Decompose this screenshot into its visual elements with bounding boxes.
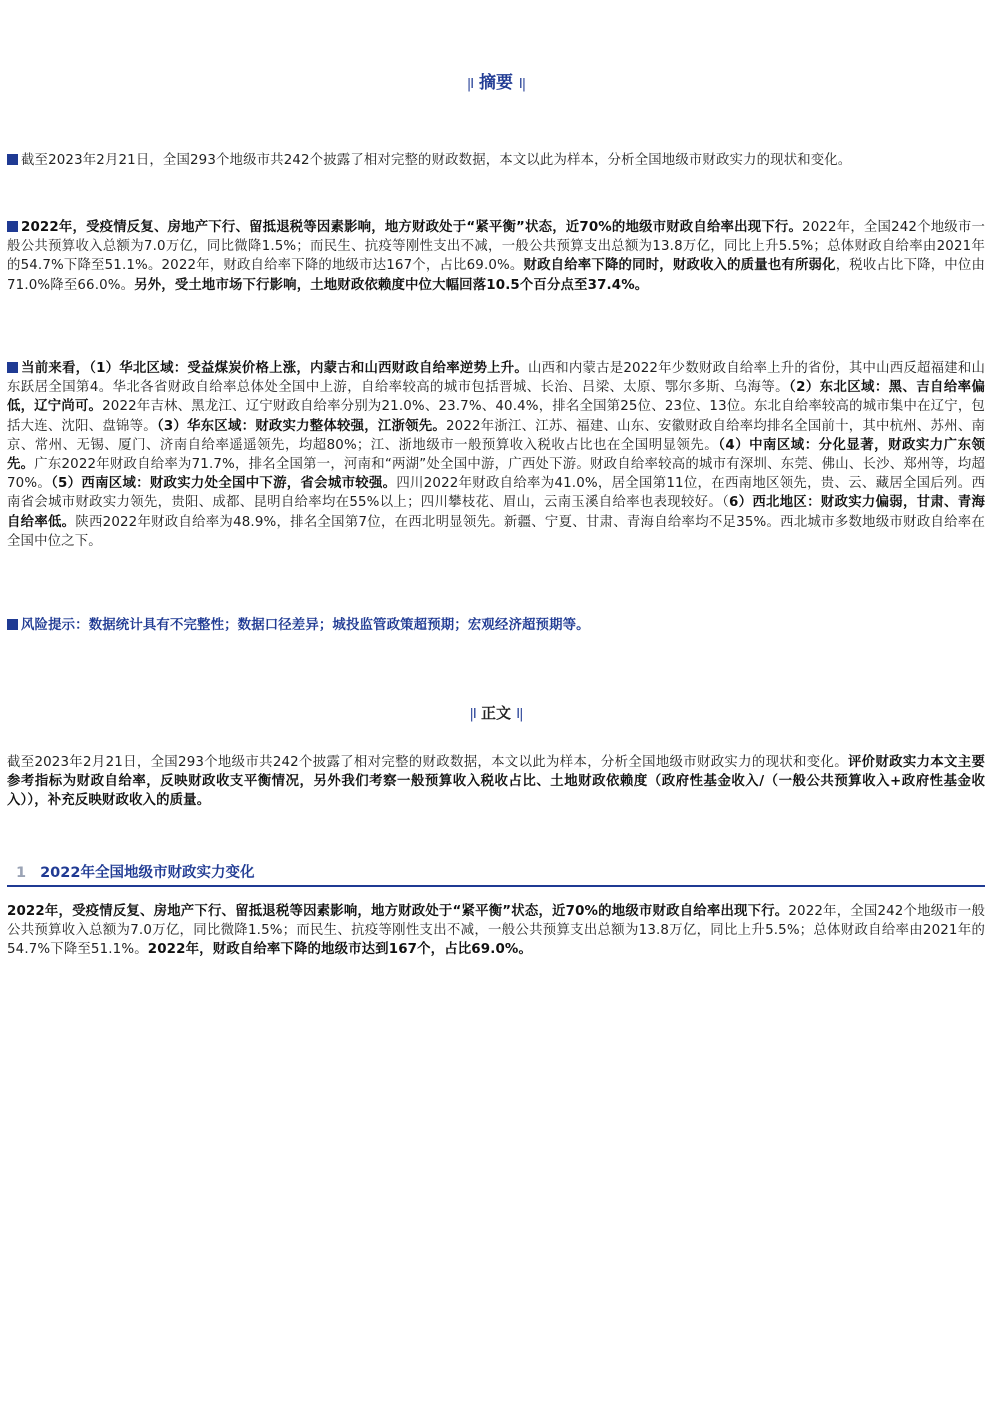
abstract-p2-bold2: 财政自给率下降的同时，财政收入的质量也有所弱化 [523, 258, 836, 274]
section-title: 2022年全国地级市财政实力变化 [40, 865, 255, 881]
body-heading [0, 702, 992, 723]
region-east-text: 2022年浙江、江苏、福建、山东、安徽财政自给率均排名全国前十，其中杭州、苏州、南京、常州、无锡、厦门、济南自给率遥遥领先，均超80%；江、浙地级市一般预算收入税收占比也在全国明显领先。 [7, 418, 985, 453]
abstract-p2-bold3: 另外，受土地市场下行影响，土地财政依赖度中位大幅回落10.5个百分点至37.4%。 [134, 277, 649, 293]
section-number: 1 [16, 865, 27, 881]
region-east-bold: （3）华东区域：财政实力整体较强，江浙领先。 [156, 418, 447, 434]
section-divider [7, 885, 985, 887]
region-northeast-bold: （2）东北区域：黑、吉自给率偏低，辽宁尚可。 [7, 380, 985, 415]
square-bullet-icon [7, 619, 18, 630]
section1-text1: 2022年，全国242个地级市一般公共预算收入总额为7.0万亿，同比微降1.5%；而民生、抗疫等刚性支出不减，一般公共预算支出总额为13.8万亿，同比上升5.5%；总体财政自给率由2021年的54.7%下降至51.1%。 [7, 904, 985, 958]
abstract-paragraph-2022 [7, 218, 985, 295]
abstract-p1-text: 截至2023年2月21日，全国293个地级市共242个披露了相对完整的财政数据，本文以此为样本，分析全国地级市财政实力的现状和变化。 [21, 153, 852, 168]
square-bullet-icon [7, 221, 18, 232]
square-bullet-icon [7, 154, 18, 165]
body-intro-text: 截至2023年2月21日，全国293个地级市共242个披露了相对完整的财政数据，本文以此为样本，分析全国地级市财政实力的现状和变化。 [7, 755, 848, 770]
heading-left-bar: |I [466, 77, 474, 92]
region-central-south-text: 广东2022年财政自给率为71.7%，排名全国第一，河南和“两湖”处全国中游，广西处下游。财政自给率较高的城市有深圳、东莞、佛山、长沙、郑州等，均超70%。 [7, 457, 985, 492]
abstract-paragraph-sample [7, 151, 985, 170]
heading-right-bar: I| [516, 707, 523, 722]
heading-left-bar: |I [469, 707, 476, 722]
body-title: 正文 [480, 704, 511, 722]
abstract-p2-bold1: 2022年，受疫情反复、房地产下行、留抵退税等因素影响，地方财政处于“紧平衡”状态，近70%的地级市财政自给率出现下行。 [21, 220, 803, 235]
region-southwest-bold: （5）西南区域：财政实力处全国中下游，省会城市较强。 [51, 476, 397, 492]
abstract-paragraph-regions [7, 359, 985, 551]
heading-right-bar: I| [518, 77, 526, 92]
region-north-bold: 当前来看，（1）华北区域：受益煤炭价格上涨，内蒙古和山西财政自给率逆势上升。 [21, 361, 528, 376]
section-1-heading [16, 861, 984, 882]
section-1-paragraph [7, 902, 985, 960]
abstract-p2-text1: 2022年，全国242个地级市一般公共预算收入总额为7.0万亿，同比微降1.5%；而民生、抗疫等刚性支出不减，一般公共预算支出总额为13.8万亿，同比上升5.5%；总体财政自给率由2021年的54.7%下降至51.1%。2022年，财政自给率下降的地级市达167个，占比69.0%。 [7, 220, 985, 274]
body-intro-bold: 评价财政实力本文主要参考指标为财政自给率，反映财政收支平衡情况，另外我们考察一般预算收入税收占比、土地财政依赖度（政府性基金收入/（一般公共预算收入+政府性基金收入）），补充反映财政收入的质量。 [7, 755, 986, 809]
abstract-p2-text2: ，税收占比下降，中位由71.0%降至66.0%。 [7, 258, 986, 293]
abstract-heading [0, 68, 992, 93]
region-northeast-text: 2022年吉林、黑龙江、辽宁财政自给率分别为21.0%、23.7%、40.4%，排名全国第25位、23位、13位。东北自给率较高的城市集中在辽宁，包括大连、沈阳、盘锦等。 [7, 399, 985, 434]
region-southwest-text: 四川2022年财政自给率为41.0%，居全国第11位，在西南地区领先，贵、云、藏居全国后列。西南省会城市财政实力领先，贵阳、成都、昆明自给率均在55%以上；四川攀枝花、眉山，云南玉溪自给率也表现较好。（ [7, 476, 985, 511]
body-intro-paragraph [7, 753, 985, 811]
region-northwest-text: 陕西2022年财政自给率为48.9%，排名全国第7位，在西北明显领先。新疆、宁夏、甘肃、青海自给率均不足35%。西北城市多数地级市财政自给率在全国中位之下。 [7, 514, 986, 549]
risk-warning [7, 616, 985, 635]
region-north-text: 山西和内蒙古是2022年少数财政自给率上升的省份，其中山西反超福建和山东跃居全国第4。华北各省财政自给率总体处全国中上游，自给率较高的城市包括晋城、长治、吕梁、太原、鄂尔多斯、乌海等。 [7, 361, 985, 396]
region-northwest-bold: 6）西北地区：财政实力偏弱，甘肃、青海自给率低。 [7, 495, 985, 530]
square-bullet-icon [7, 362, 18, 373]
section1-bold2: 2022年，财政自给率下降的地级市达到167个，占比69.0%。 [147, 942, 533, 958]
section1-bold1: 2022年，受疫情反复、房地产下行、留抵退税等因素影响，地方财政处于“紧平衡”状态，近70%的地级市财政自给率出现下行。 [7, 904, 789, 919]
abstract-title: 摘要 [479, 73, 513, 93]
region-central-south-bold: （4）中南区域：分化显著，财政实力广东领先。 [7, 437, 986, 473]
risk-text: 风险提示：数据统计具有不完整性；数据口径差异；城投监管政策超预期；宏观经济超预期等。 [21, 618, 590, 633]
